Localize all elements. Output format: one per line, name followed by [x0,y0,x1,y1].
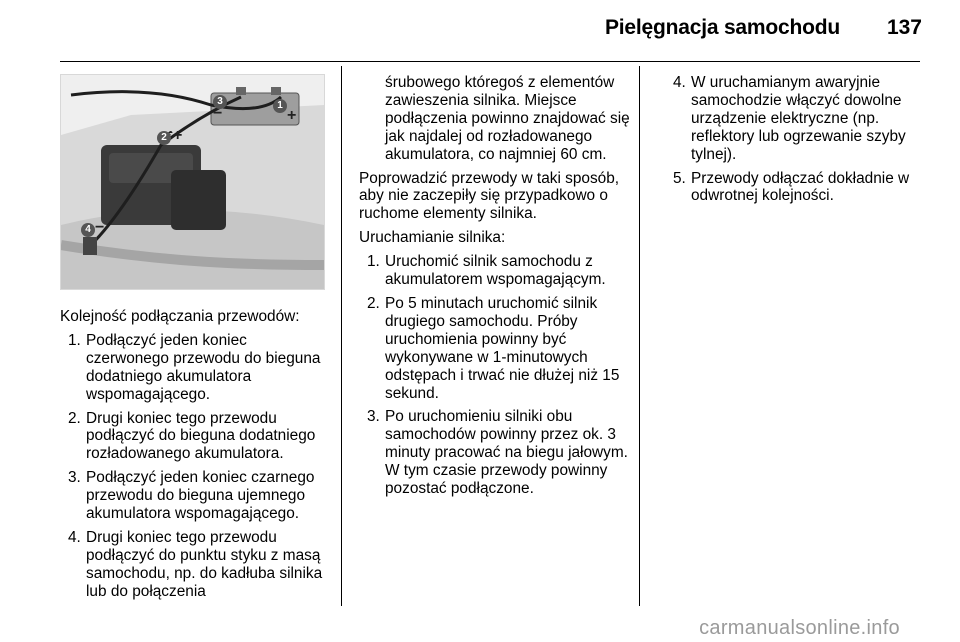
step-number: 3. [68,469,81,487]
callout-3: 3 [213,95,227,109]
step-text: W uruchamianym awaryjnie samochodzie włączyć dowolne urządzenie elektryczne (np. reflektory lub ogrzewanie szyby tylnej). [691,74,906,163]
continued-step-text: śrubowego któregoś z elementów zawieszenia silnika. Miejsce podłączenia powinno znajdować się jak najdalej od rozładowanego akumulatora, co najmniej 60 cm. [385,74,630,163]
step-number: 1. [367,253,380,271]
step-text: Po uruchomieniu silniki obu samochodów powinny przez ok. 3 minuty pracować na biegu jałowym. W tym czasie przewody powinny pozostać podłączone. [385,408,628,498]
step-number: 2. [68,409,81,427]
list-item [665,170,925,206]
callout-2: 2 [157,131,171,145]
step-text: Po 5 minutach uruchomić silnik drugiego samochodu. Próby uruchomienia powinny być wykonywane w 1-minutowych odstępach i trwać nie dłużej niż 15 sekund. [385,294,620,402]
engine-start-steps [359,253,631,498]
callout-1: 1 [273,99,287,113]
callout-4: 4 [81,223,95,237]
step-number: 4. [673,74,686,91]
step-text: Podłączyć jeden koniec czerwonego przewodu do bieguna dodatniego akumulatora wspomagającego. [86,331,321,403]
page-title: Pielęgnacja samochodu [604,16,840,39]
minus-sign-4: − [95,219,105,236]
page-number: 137 [886,16,922,39]
step-number: 1. [68,331,81,349]
step-text: Przewody odłączać dokładnie w odwrotnej kolejności. [691,169,910,205]
step-number: 3. [367,408,380,426]
step-text: Drugi koniec tego przewodu podłączyć do bieguna dodatniego rozładowanego akumulatora. [86,409,316,463]
column-2 [359,74,631,498]
list-item [665,74,925,164]
plus-sign-1: + [287,107,297,124]
list-item [60,332,332,404]
column-3 [665,74,925,205]
watermark: carmanualsonline.info [699,617,900,639]
step-number: 5. [673,169,686,187]
step-text: Uruchomić silnik samochodu z akumulatorem wspomagającym. [385,253,606,289]
list-item [359,408,631,498]
step-number: 2. [367,294,380,312]
list-item [60,529,332,601]
list-item [359,253,631,289]
step-text: Drugi koniec tego przewodu podłączyć do punktu styku z masą samochodu, np. do kadłuba silnika lub do połączenia [86,528,323,600]
connection-steps [60,332,332,601]
list-item [60,410,332,464]
header-divider [60,61,920,62]
list-item [60,469,332,523]
step-number: 4. [68,528,81,546]
plus-sign-2: + [173,127,183,144]
column-divider-1 [341,66,342,606]
cable-routing-paragraph: Poprowadzić przewody w taki sposób, aby nie zaczepiły się przypadkowo o ruchome elementy silnika. [359,169,620,223]
list-item [359,295,631,402]
step-text: Podłączyć jeden koniec czarnego przewodu do bieguna ujemnego akumulatora wspomagającego. [86,469,315,523]
connection-order-intro: Kolejność podłączania przewodów: [60,308,300,325]
jump-start-illustration [60,74,325,290]
minus-sign-3: − [213,105,223,122]
column-1 [60,74,332,601]
column-divider-2 [639,66,640,606]
engine-start-heading: Uruchamianie silnika: [359,229,506,247]
engine-start-steps-continued [665,74,925,205]
